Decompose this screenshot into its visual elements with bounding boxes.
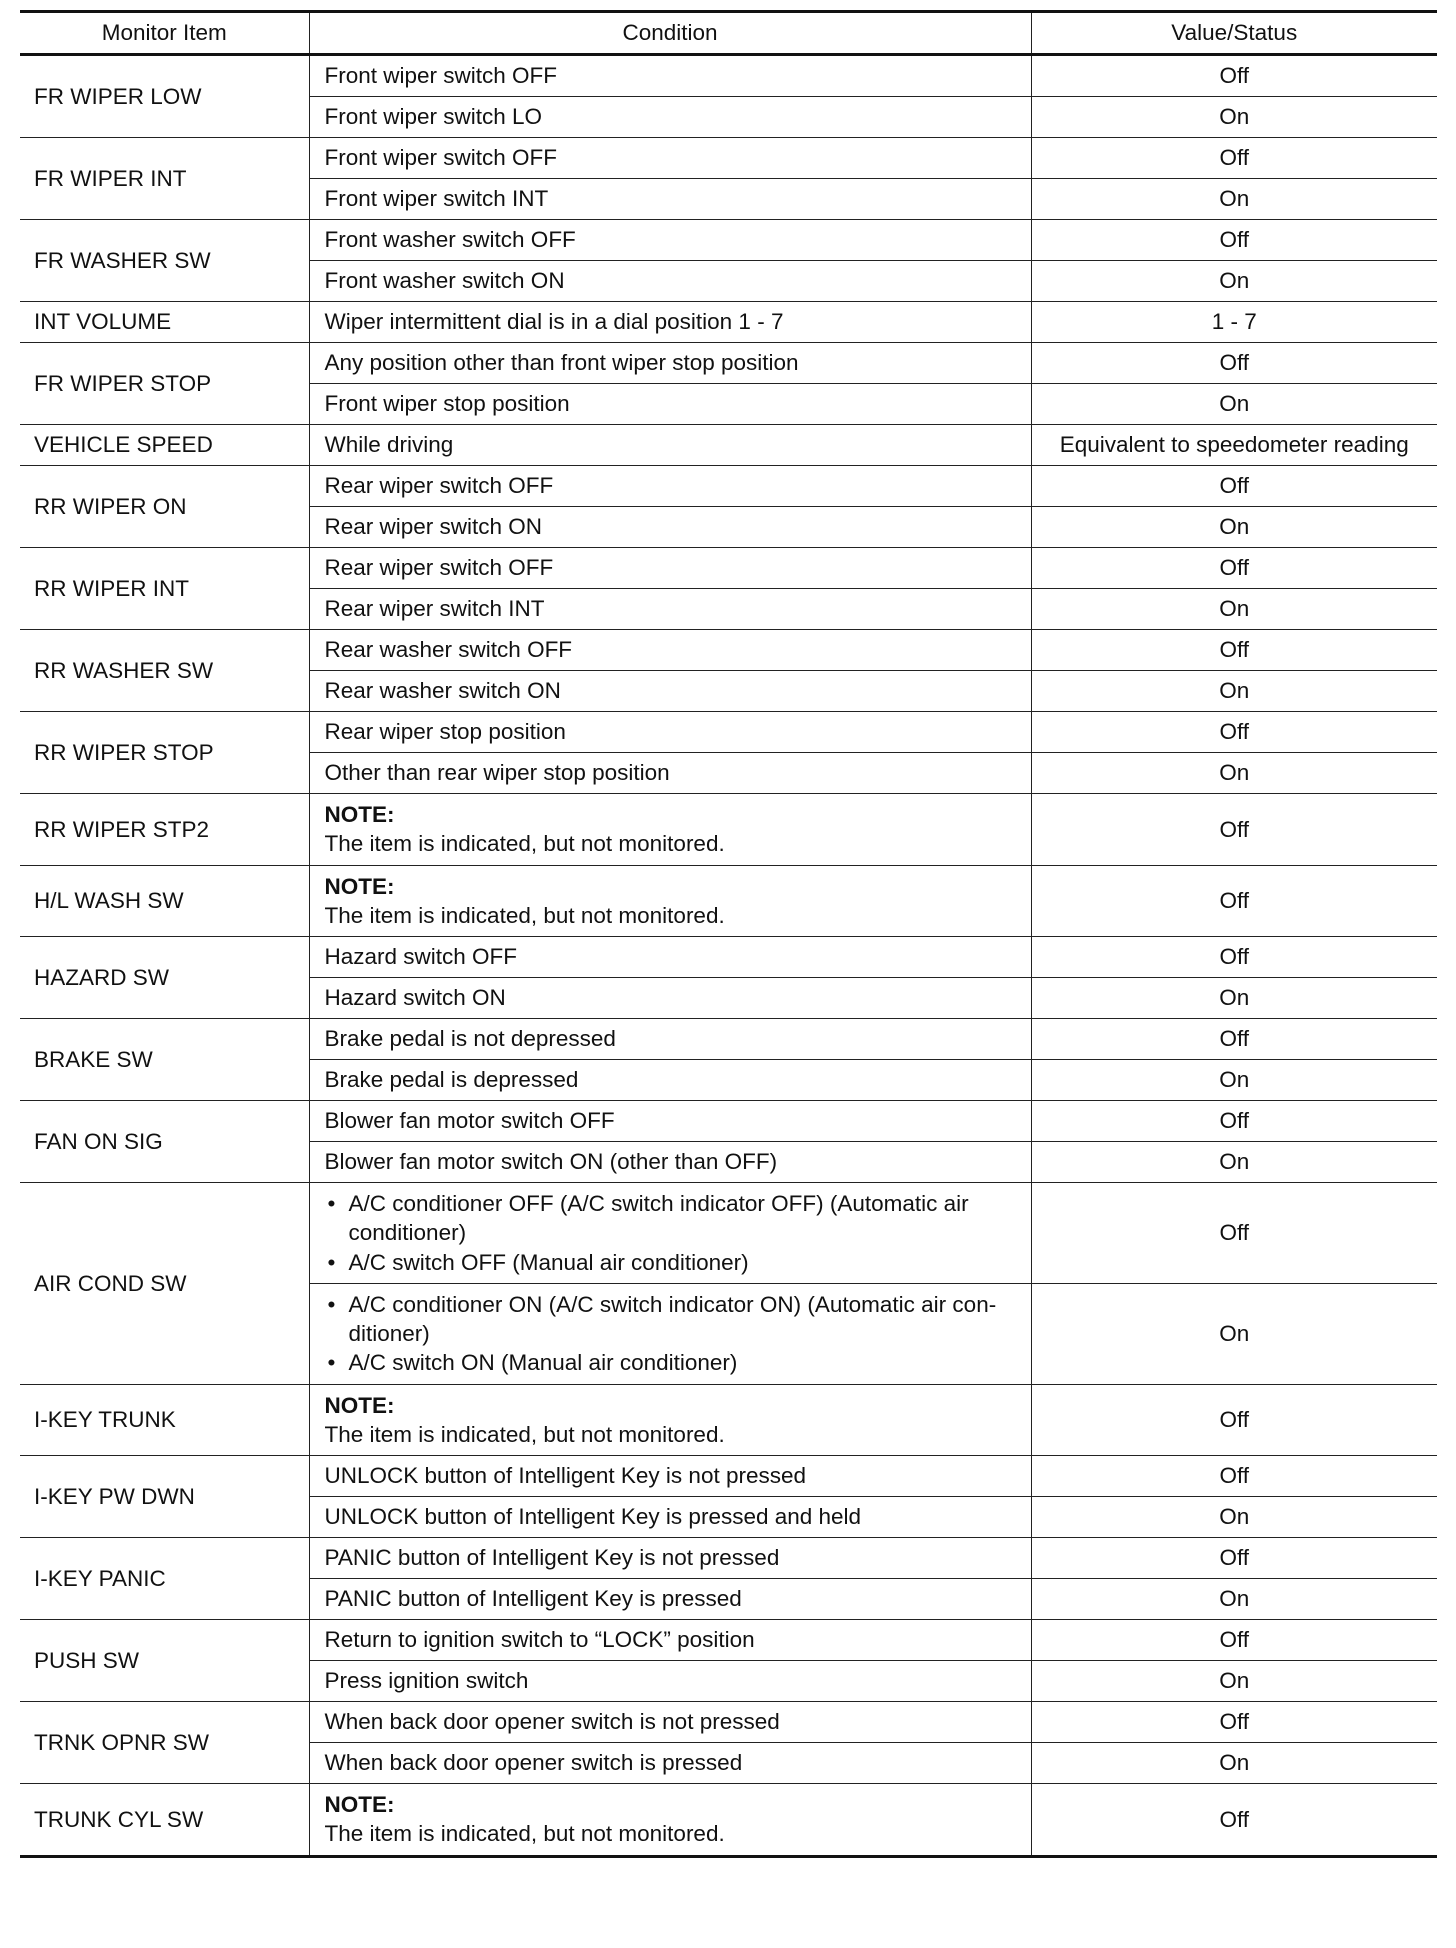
value-status-cell: Off	[1031, 548, 1437, 589]
table-row	[20, 425, 1437, 466]
table-row	[20, 712, 1437, 753]
value-status-cell: On	[1031, 978, 1437, 1019]
table-row	[20, 1620, 1437, 1661]
value-status-cell: On	[1031, 589, 1437, 630]
table-row	[20, 1702, 1437, 1743]
condition-cell: Front wiper switch INT	[309, 179, 1031, 220]
monitor-item-cell: TRUNK CYL SW	[20, 1784, 309, 1857]
value-status-cell: On	[1031, 1060, 1437, 1101]
header-value-status: Value/Status	[1031, 12, 1437, 55]
note-text: The item is indicated, but not monitored.	[324, 831, 725, 857]
monitor-item-cell: FR WIPER STOP	[20, 343, 309, 425]
value-status-cell: Off	[1031, 865, 1437, 937]
value-status-cell: Off	[1031, 1384, 1437, 1456]
value-status-cell: On	[1031, 1661, 1437, 1702]
table-row	[20, 138, 1437, 179]
condition-cell: Wiper intermittent dial is in a dial position 1 - 7	[309, 302, 1031, 343]
monitor-item-cell: FR WIPER LOW	[20, 55, 309, 138]
condition-cell: Rear wiper switch OFF	[309, 466, 1031, 507]
table-row	[20, 1019, 1437, 1060]
condition-cell: Press ignition switch	[309, 1661, 1031, 1702]
condition-bullet-item: • A/C conditioner ON (A/C switch indicator ON) (Automatic air con-ditioner)	[325, 1290, 1021, 1349]
note-text: The item is indicated, but not monitored.	[324, 902, 725, 928]
condition-cell	[309, 1784, 1031, 1857]
condition-bullet-item: • A/C switch OFF (Manual air conditioner)	[325, 1248, 1021, 1277]
table-row	[20, 220, 1437, 261]
value-status-cell: Off	[1031, 55, 1437, 97]
condition-bullet-item: • A/C conditioner OFF (A/C switch indicator OFF) (Automatic air conditioner)	[325, 1189, 1021, 1248]
condition-cell: Blower fan motor switch ON (other than OFF)	[309, 1142, 1031, 1183]
value-status-cell: On	[1031, 97, 1437, 138]
note-label: NOTE:	[324, 802, 395, 827]
value-status-cell: Off	[1031, 937, 1437, 978]
condition-cell: Front wiper switch OFF	[309, 55, 1031, 97]
value-status-cell: On	[1031, 753, 1437, 794]
value-status-cell: On	[1031, 179, 1437, 220]
monitor-item-cell: AIR COND SW	[20, 1183, 309, 1385]
condition-cell: Other than rear wiper stop position	[309, 753, 1031, 794]
monitor-item-cell: TRNK OPNR SW	[20, 1702, 309, 1784]
table-header	[20, 12, 1437, 55]
table-body	[20, 55, 1437, 1857]
condition-cell: UNLOCK button of Intelligent Key is pressed and held	[309, 1497, 1031, 1538]
condition-cell	[309, 1283, 1031, 1384]
monitor-item-cell: INT VOLUME	[20, 302, 309, 343]
condition-cell: Rear wiper switch INT	[309, 589, 1031, 630]
condition-cell: Rear wiper switch OFF	[309, 548, 1031, 589]
note-label: NOTE:	[324, 1792, 395, 1817]
condition-cell: Hazard switch ON	[309, 978, 1031, 1019]
value-status-cell: On	[1031, 1497, 1437, 1538]
condition-cell: Front wiper stop position	[309, 384, 1031, 425]
monitor-item-cell: FAN ON SIG	[20, 1101, 309, 1183]
note-label: NOTE:	[324, 1392, 395, 1418]
value-status-cell: Off	[1031, 1183, 1437, 1284]
value-status-cell: Off	[1031, 1538, 1437, 1579]
table-row	[20, 466, 1437, 507]
condition-cell: While driving	[309, 425, 1031, 466]
condition-cell: Brake pedal is not depressed	[309, 1019, 1031, 1060]
monitor-item-cell: FR WASHER SW	[20, 220, 309, 302]
table-row	[20, 302, 1437, 343]
condition-cell: PANIC button of Intelligent Key is pressed	[309, 1579, 1031, 1620]
value-status-cell: Off	[1031, 794, 1437, 866]
value-status-cell: 1 - 7	[1031, 302, 1437, 343]
header-condition: Condition	[309, 12, 1031, 55]
monitor-item-table	[20, 10, 1437, 1858]
table-row	[20, 1183, 1437, 1284]
value-status-cell: On	[1031, 507, 1437, 548]
condition-cell: PANIC button of Intelligent Key is not pressed	[309, 1538, 1031, 1579]
condition-cell: Blower fan motor switch OFF	[309, 1101, 1031, 1142]
monitor-item-cell: RR WIPER STOP	[20, 712, 309, 794]
monitor-item-cell: RR WIPER STP2	[20, 794, 309, 866]
table-row	[20, 1456, 1437, 1497]
value-status-cell: On	[1031, 1142, 1437, 1183]
condition-cell: Front wiper switch OFF	[309, 138, 1031, 179]
table-row	[20, 1101, 1437, 1142]
value-status-cell: On	[1031, 384, 1437, 425]
condition-cell: Front washer switch OFF	[309, 220, 1031, 261]
condition-cell: Brake pedal is depressed	[309, 1060, 1031, 1101]
monitor-item-cell: RR WIPER INT	[20, 548, 309, 630]
table-row	[20, 1538, 1437, 1579]
table-row	[20, 55, 1437, 97]
value-status-cell: Off	[1031, 1101, 1437, 1142]
condition-cell: When back door opener switch is not pressed	[309, 1702, 1031, 1743]
table-row	[20, 1784, 1437, 1857]
value-status-cell: Off	[1031, 466, 1437, 507]
condition-cell: Rear washer switch ON	[309, 671, 1031, 712]
condition-cell: Rear wiper stop position	[309, 712, 1031, 753]
condition-cell: Any position other than front wiper stop position	[309, 343, 1031, 384]
table-row	[20, 1384, 1437, 1456]
monitor-item-table-container	[20, 10, 1437, 1858]
table-row	[20, 548, 1437, 589]
value-status-cell: Off	[1031, 1456, 1437, 1497]
value-status-cell: Off	[1031, 220, 1437, 261]
monitor-item-cell: HAZARD SW	[20, 937, 309, 1019]
condition-bullet-list	[325, 1189, 1021, 1277]
note-label: NOTE:	[324, 873, 395, 899]
condition-cell: Rear wiper switch ON	[309, 507, 1031, 548]
value-status-cell: Off	[1031, 343, 1437, 384]
value-status-cell: Off	[1031, 1784, 1437, 1857]
condition-cell	[309, 794, 1031, 866]
condition-cell	[309, 865, 1031, 937]
table-row	[20, 630, 1437, 671]
monitor-item-cell: VEHICLE SPEED	[20, 425, 309, 466]
monitor-item-cell: RR WASHER SW	[20, 630, 309, 712]
monitor-item-cell: H/L WASH SW	[20, 865, 309, 937]
monitor-item-cell: RR WIPER ON	[20, 466, 309, 548]
monitor-item-cell: FR WIPER INT	[20, 138, 309, 220]
value-status-cell: On	[1031, 1579, 1437, 1620]
condition-cell	[309, 1384, 1031, 1456]
value-status-cell: Off	[1031, 1620, 1437, 1661]
value-status-cell: Off	[1031, 1702, 1437, 1743]
table-row	[20, 794, 1437, 866]
value-status-cell: Off	[1031, 138, 1437, 179]
condition-cell	[309, 1183, 1031, 1284]
note-text: The item is indicated, but not monitored.	[324, 1821, 725, 1847]
monitor-item-cell: I-KEY PW DWN	[20, 1456, 309, 1538]
header-monitor-item: Monitor Item	[20, 12, 309, 55]
table-row	[20, 343, 1437, 384]
condition-cell: Front wiper switch LO	[309, 97, 1031, 138]
monitor-item-cell: I-KEY TRUNK	[20, 1384, 309, 1456]
condition-cell: When back door opener switch is pressed	[309, 1743, 1031, 1784]
condition-bullet-list	[325, 1290, 1021, 1378]
value-status-cell: On	[1031, 261, 1437, 302]
value-status-cell: On	[1031, 671, 1437, 712]
condition-cell: Front washer switch ON	[309, 261, 1031, 302]
value-status-cell: Off	[1031, 1019, 1437, 1060]
condition-bullet-item: • A/C switch ON (Manual air conditioner)	[325, 1348, 1021, 1377]
note-text: The item is indicated, but not monitored.	[324, 1421, 725, 1447]
header-row	[20, 12, 1437, 55]
table-row	[20, 937, 1437, 978]
table-row	[20, 865, 1437, 937]
monitor-item-cell: BRAKE SW	[20, 1019, 309, 1101]
value-status-cell: Off	[1031, 630, 1437, 671]
condition-cell: UNLOCK button of Intelligent Key is not pressed	[309, 1456, 1031, 1497]
condition-cell: Return to ignition switch to “LOCK” position	[309, 1620, 1031, 1661]
value-status-cell: On	[1031, 1743, 1437, 1784]
value-status-cell: Off	[1031, 712, 1437, 753]
value-status-cell: Equivalent to speedometer reading	[1031, 425, 1437, 466]
value-status-cell: On	[1031, 1283, 1437, 1384]
monitor-item-cell: PUSH SW	[20, 1620, 309, 1702]
monitor-item-cell: I-KEY PANIC	[20, 1538, 309, 1620]
condition-cell: Hazard switch OFF	[309, 937, 1031, 978]
condition-cell: Rear washer switch OFF	[309, 630, 1031, 671]
